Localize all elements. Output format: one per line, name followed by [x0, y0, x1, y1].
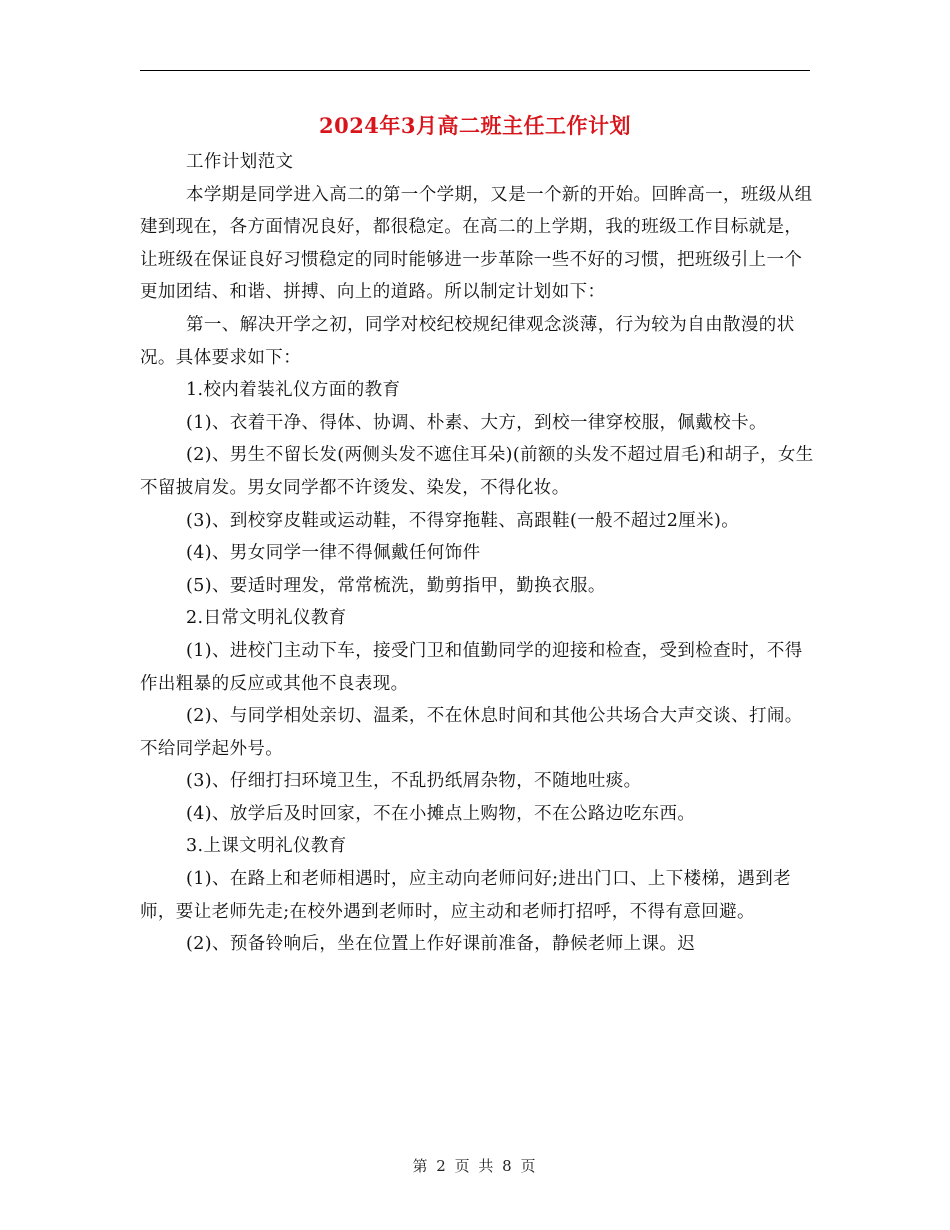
header-rule — [140, 70, 810, 71]
page-number: 第 2 页 共 8 页 — [412, 1157, 538, 1175]
document-title: 2024年3月高二班主任工作计划 — [318, 113, 632, 138]
paragraph: (1)、进校门主动下车，接受门卫和值勤同学的迎接和检查，受到检查时，不得作出粗暴的反应或其他不良表现。 — [140, 640, 803, 694]
paragraph: (3)、到校穿皮鞋或运动鞋，不得穿拖鞋、高跟鞋(一般不超过2厘米)。 — [186, 510, 740, 531]
paragraph: (2)、男生不留长发(两侧头发不遮住耳朵)(前额的头发不超过眉毛)和胡子，女生不留披肩发。男女同学都不许烫发、染发，不得化妆。 — [140, 445, 814, 498]
paragraph: (1)、衣着干净、得体、协调、朴素、大方，到校一律穿校服，佩戴校卡。 — [186, 412, 767, 433]
paragraph: (2)、预备铃响后，坐在位置上作好课前准备，静候老师上课。迟 — [186, 934, 696, 955]
paragraph: (5)、要适时理发，常常梳洗，勤剪指甲，勤换衣服。 — [186, 575, 606, 596]
paragraph: 第一、解决开学之初，同学对校纪校规纪律观念淡薄，行为较为自由散漫的状况。具体要求如下： — [140, 314, 795, 368]
paragraph: 工作计划范文 — [186, 152, 294, 172]
paragraph: (1)、在路上和老师相遇时，应主动向老师问好;进出门口、上下楼梯，遇到老师，要让老师先走;在校外遇到老师时，应主动和老师打招呼，不得有意回避。 — [140, 869, 792, 922]
paragraph: (4)、男女同学一律不得佩戴任何饰件 — [186, 543, 481, 564]
paragraph: (2)、与同学相处亲切、温柔，不在休息时间和其他公共场合大声交谈、打闹。不给同学起外号。 — [140, 706, 803, 759]
document-body — [140, 146, 815, 961]
paragraph: 1.校内着装礼仪方面的教育 — [186, 380, 401, 401]
paragraph: 3.上课文明礼仪教育 — [186, 836, 347, 857]
paragraph: 本学期是同学进入高二的第一个学期，又是一个新的开始。回眸高一，班级从组建到现在，各方面情况良好，都很稳定。在高二的上学期，我的班级工作目标就是，让班级在保证良好习惯稳定的同时能够进一步革除一些不好的习惯，把班级引上一个更加团结、和谐、拼搏、向上的道路。所以制定计划如下： — [140, 184, 813, 303]
paragraph: (3)、仔细打扫环境卫生，不乱扔纸屑杂物，不随地吐痰。 — [186, 771, 642, 792]
paragraph: (4)、放学后及时回家，不在小摊点上购物，不在公路边吃东西。 — [186, 803, 696, 824]
paragraph: 2.日常文明礼仪教育 — [186, 608, 347, 629]
